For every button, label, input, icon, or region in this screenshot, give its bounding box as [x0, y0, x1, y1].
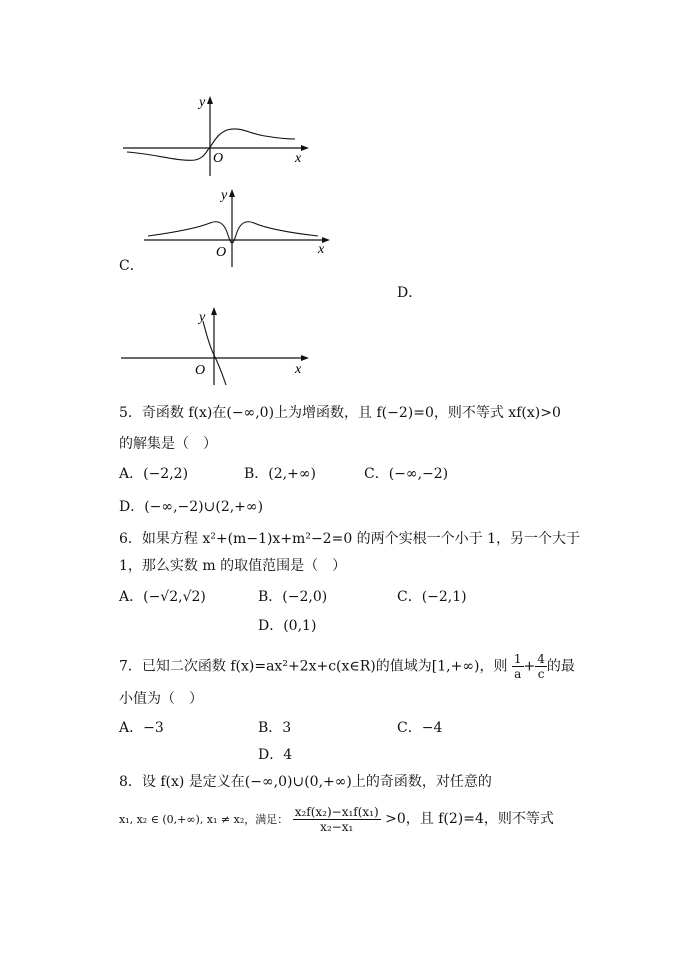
x-axis-arrow: [301, 355, 309, 361]
y-label: y: [199, 310, 206, 325]
q6-option-d[interactable]: D．(0,1): [258, 618, 317, 634]
q5-stem-line1: 5．奇函数 f(x)在(−∞,0)上为增函数，且 f(−2)=0，则不等式 xf(x)>0: [119, 405, 561, 421]
q7-stem-tail: 的最: [546, 658, 575, 675]
graph-even-function: [140, 183, 340, 273]
q7-stem-line2: 小值为（ ）: [119, 691, 203, 707]
q7-plus: +: [523, 658, 536, 675]
y-axis-arrow: [229, 189, 235, 197]
y-label: y: [221, 188, 228, 203]
y-axis-arrow: [207, 96, 213, 104]
q8-frac-numerator: x₂f(x₂)−x₁f(x₁): [294, 804, 379, 819]
origin-label: O: [216, 245, 227, 260]
x-label: x: [295, 151, 302, 166]
graph-decreasing-function: [115, 303, 315, 388]
x-label: x: [295, 362, 302, 377]
q7-frac2-numerator: 4: [537, 652, 545, 666]
q8-condition-text: x₁, x₂ ∈ (0,+∞), x₁ ≠ x₂，满足：: [119, 813, 289, 826]
x-label: x: [318, 242, 325, 257]
origin-label: O: [195, 363, 206, 378]
q7-fraction-4-over-c: [535, 652, 547, 681]
q5-option-c[interactable]: C．(−∞,−2): [364, 466, 449, 482]
q7-stem-line1: [119, 652, 575, 681]
q8-stem-line2: [119, 804, 554, 835]
q6-stem-line2: 1，那么实数 m 的取值范围是（ ）: [119, 558, 347, 574]
q8-frac-denominator: x₂−x₁: [320, 819, 354, 834]
curve: [127, 129, 295, 160]
q7-fraction-1-over-a: [512, 652, 524, 681]
origin-label: O: [213, 151, 224, 166]
q5-option-b[interactable]: B．(2,+∞): [244, 466, 316, 482]
q7-option-a[interactable]: A．−3: [119, 720, 164, 736]
q6-option-a[interactable]: A．(−√2,√2): [119, 589, 206, 605]
q5-option-d[interactable]: D．(−∞,−2)∪(2,+∞): [119, 499, 264, 515]
q7-frac1-denominator: a: [514, 667, 522, 681]
q5-option-a[interactable]: A．(−2,2): [119, 466, 189, 482]
q7-frac2-denominator: c: [537, 667, 545, 681]
q7-frac1-numerator: 1: [513, 652, 522, 666]
option-c-label: C．: [119, 258, 144, 274]
q8-stem-line1: 8．设 f(x) 是定义在(−∞,0)∪(0,+∞)上的奇函数，对任意的: [119, 774, 492, 790]
option-d-label: D．: [397, 285, 423, 301]
q7-stem-text: 7．已知二次函数 f(x)=ax²+2x+c(x∈R)的值域为[1,+∞)，则: [119, 658, 508, 675]
q8-fraction: [293, 805, 381, 834]
graph-odd-function: [115, 92, 315, 182]
q7-option-d[interactable]: D．4: [258, 747, 293, 763]
y-label: y: [199, 95, 206, 110]
x-axis-arrow: [301, 145, 309, 151]
q7-option-b[interactable]: B．3: [258, 720, 292, 736]
q7-option-c[interactable]: C．−4: [397, 720, 443, 736]
q6-option-c[interactable]: C．(−2,1): [397, 589, 467, 605]
q6-stem-line1: 6．如果方程 x²+(m−1)x+m²−2=0 的两个实根一个小于 1，另一个大于: [119, 531, 581, 547]
q6-option-b[interactable]: B．(−2,0): [258, 589, 328, 605]
q8-stem-tail: >0，且 f(2)=4，则不等式: [385, 811, 554, 827]
y-axis-arrow: [211, 307, 217, 315]
q5-stem-line2: 的解集是（ ）: [119, 436, 217, 452]
